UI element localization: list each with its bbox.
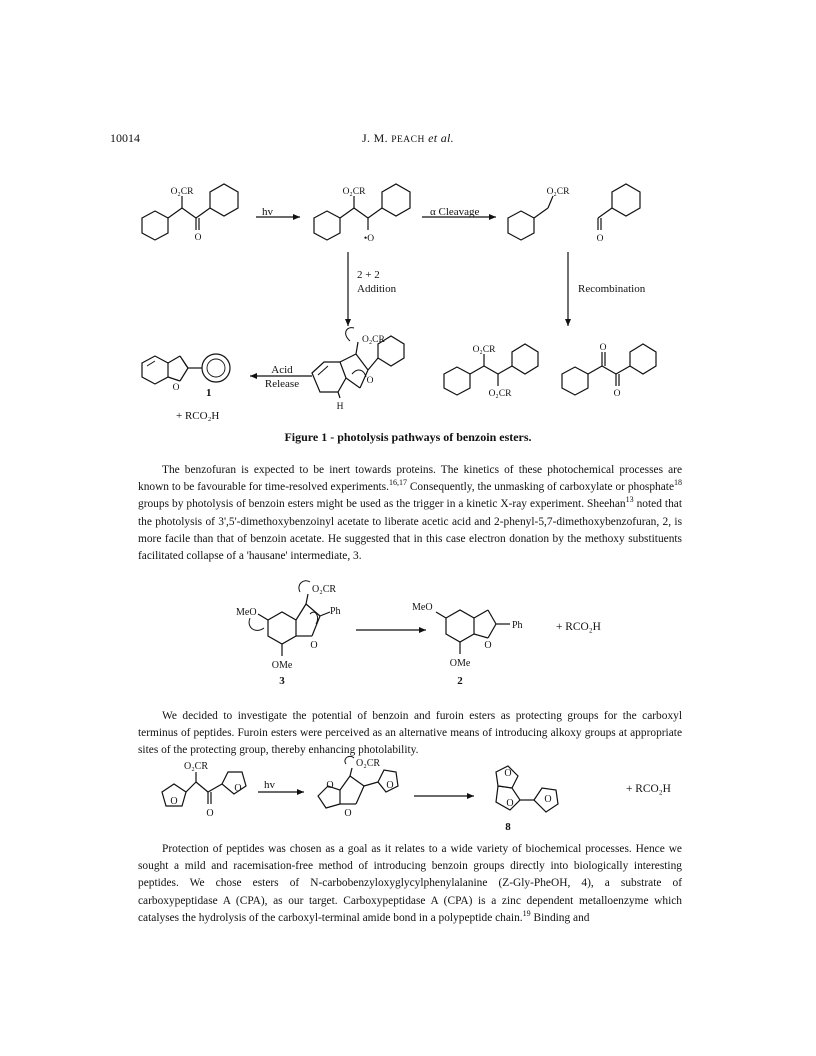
- compound-number-8: 8: [505, 821, 511, 833]
- benzil-molecule: [562, 344, 656, 395]
- furoin-photolysis-scheme: [0, 758, 816, 838]
- ester-group-label: O₂CR: [546, 187, 570, 197]
- carbonyl-oxygen-label: O: [206, 808, 214, 819]
- byproduct-label: + RCO₂H: [626, 783, 671, 795]
- carbonyl-oxygen-label: O: [596, 234, 604, 244]
- running-title: [0, 131, 816, 146]
- ester-group-label: O₂CR: [312, 584, 337, 595]
- compound-number-1: 1: [206, 387, 212, 399]
- figure-1-caption: Figure 1 - photolysis pathways of benzoin esters.: [284, 430, 532, 444]
- reference-superscript: 13: [625, 495, 634, 505]
- furan-oxygen-label: O: [386, 780, 394, 791]
- furan-oxygen-label: O: [506, 798, 514, 809]
- furan-oxygen-label: O: [234, 783, 242, 794]
- byproduct-label: + RCO₂H: [176, 410, 220, 422]
- oxetane-oxygen-label: O: [344, 808, 352, 819]
- recombination-label: Recombination: [578, 283, 646, 295]
- reference-superscript: 16,17: [388, 478, 407, 488]
- benzofuran-product: [142, 354, 230, 384]
- ester-group-label: O₂CR: [170, 187, 194, 197]
- furan-oxygen-label: O: [326, 780, 334, 791]
- compound-number-2: 2: [457, 675, 463, 687]
- carbonyl-oxygen-label: O: [194, 233, 202, 243]
- methoxy-label: MeO: [412, 602, 433, 613]
- compound-number-3: 3: [279, 675, 285, 687]
- body-paragraph: We decided to investigate the potential of benzoin and furoin esters as protecting groups for the carboxyl terminus of peptides. Furoin esters were perceived as an alternative means of introducing alkoxy groups at appropriate sites of the protecting group, thereby enhancing photolability.: [138, 710, 682, 757]
- oxetane-intermediate: [312, 328, 404, 398]
- addition-label-line1: 2 + 2: [357, 269, 380, 281]
- reference-superscript: 18: [674, 478, 682, 488]
- hausane-collapse-scheme: [0, 578, 816, 698]
- phenyl-label: Ph: [512, 620, 523, 631]
- phenyl-label: Ph: [330, 606, 341, 617]
- carbonyl-oxygen-label: O: [613, 389, 621, 399]
- ester-group-label: O₂CR: [488, 389, 512, 399]
- ester-group-label: O₂CR: [183, 761, 209, 772]
- ester-group-label: O₂CR: [342, 187, 366, 197]
- acid-release-label-line1: Acid: [271, 364, 293, 376]
- carbonyl-oxygen-label: O: [599, 343, 607, 353]
- hv-label: hv: [264, 779, 275, 791]
- methoxy-label: MeO: [236, 607, 257, 618]
- addition-label-line2: Addition: [357, 283, 397, 295]
- alpha-cleavage-label: α Cleavage: [430, 206, 480, 218]
- page-number: 10014: [110, 131, 140, 145]
- running-header: [0, 131, 816, 147]
- methoxy-label: OMe: [449, 658, 471, 669]
- oxygen-radical-label: •O: [363, 234, 375, 244]
- author-initials: J. M.: [362, 131, 392, 145]
- author-etal: et al.: [424, 131, 454, 145]
- reference-superscript: 19: [522, 909, 531, 919]
- furan-oxygen-label: O: [504, 768, 512, 779]
- body-paragraph: The benzofuran is expected to be inert towards proteins. The kinetics of these photochemical processes are known to be favourable for time-resolved experiments.$^{16,17}$ Consequently, the unmasking of carboxylate or phosphate$^{18}$ groups by photolysis of benzoin esters might be used as the trigger in a kinetic X-ray experiment. Sheehan$^{13}$ noted that the photolysis of 3',5'-dimethoxybenzoinyl acetate to liberate acetic acid and 2-phenyl-5,7-dimethoxybenzofuran, 2, is more facile than that of benzoin acetate. He suggested that in this case electron donation by the methoxy substituents facilitated collapse of a 'hausane' intermediate, 3.: [138, 464, 682, 563]
- ester-group-label: O₂CR: [356, 758, 381, 769]
- cleavage-fragments: [508, 184, 640, 240]
- acid-release-label-line2: Release: [264, 378, 300, 390]
- oxetane-oxygen-label: O: [366, 376, 374, 386]
- ester-group-label: O₂CR: [362, 335, 385, 345]
- dimethoxybenzofuran-2: [436, 610, 510, 654]
- ester-group-label: O₂CR: [472, 345, 496, 355]
- oxygen-label: O: [484, 640, 492, 651]
- furan-oxygen-label: O: [170, 796, 178, 807]
- hv-label: hv: [262, 206, 273, 218]
- furan-oxygen-label: O: [544, 794, 552, 805]
- figure-1-scheme: [0, 170, 816, 425]
- furan-oxygen-label: O: [172, 383, 180, 393]
- hydrogen-label: H: [336, 402, 344, 412]
- oxygen-label: O: [310, 640, 318, 651]
- methoxy-label: OMe: [271, 660, 293, 671]
- author-surname: PEACH: [391, 135, 425, 145]
- body-paragraph: Protection of peptides was chosen as a goal as it relates to a wide variety of biochemical processes. Hence we sought a mild and racemisation-free method of introducing benzoin groups directly into biologically interesting peptides. We chose esters of N-carbobenzyloxyglycylphenylalanine (Z-Gly-PheOH, 4), a substrate of carboxypeptidase A (CPA), as our target. Carboxypeptidase A (CPA) is a zinc dependent metalloenzyme which catalyses the hydrolysis of the carboxyl-terminal amide bond in a polypeptide chain.$^{19}$ Binding and: [138, 843, 682, 924]
- byproduct-label: + RCO₂H: [556, 621, 601, 633]
